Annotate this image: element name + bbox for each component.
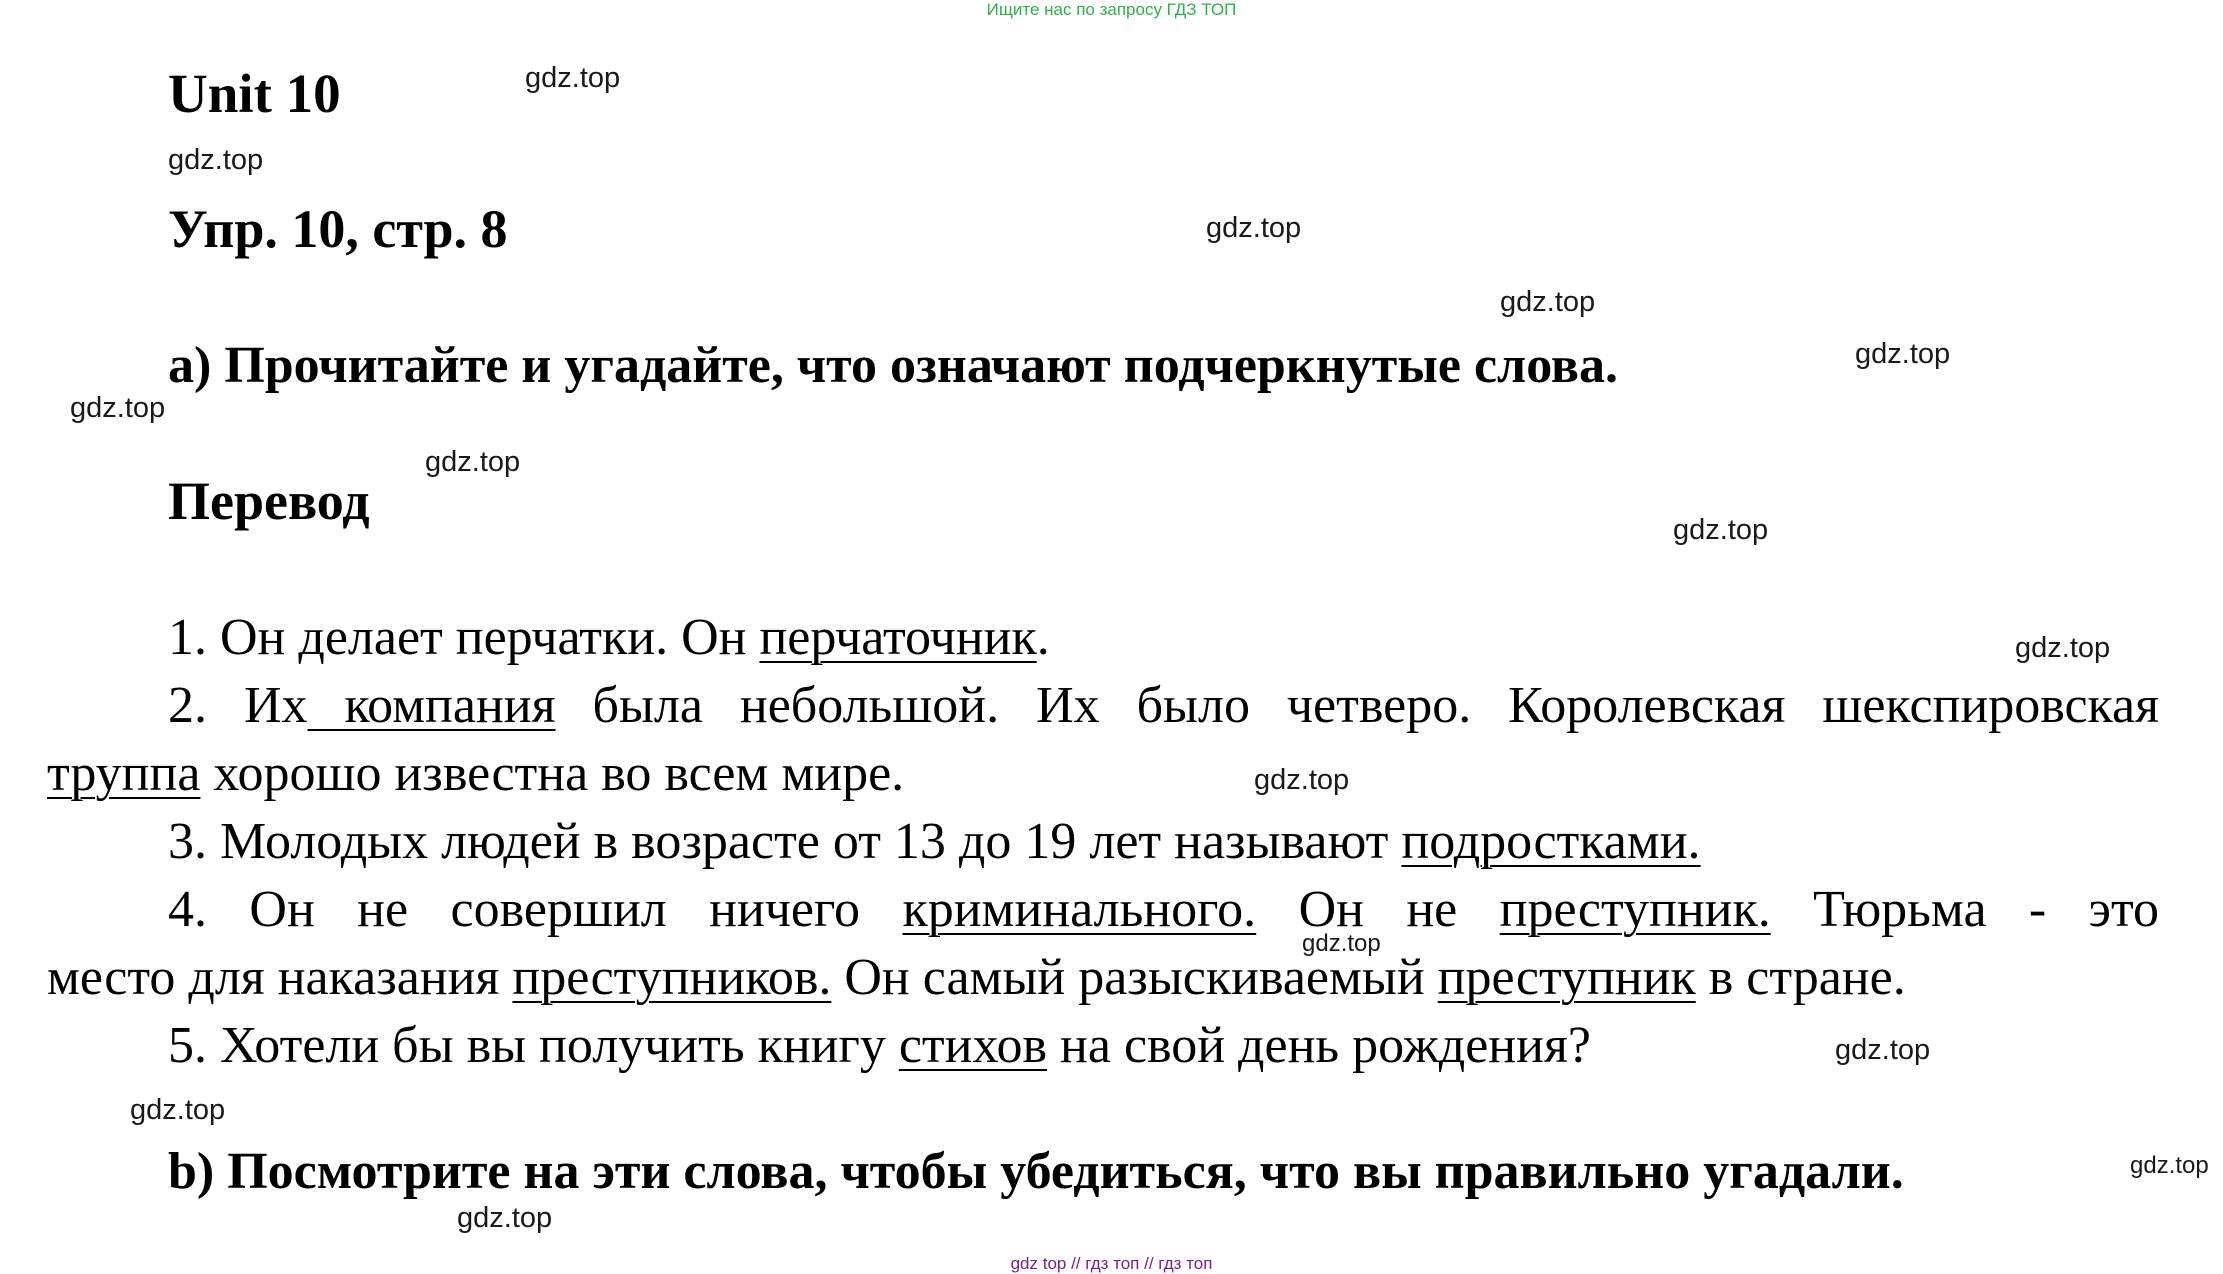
watermark: gdz.top bbox=[457, 1202, 553, 1234]
underlined-word: преступник bbox=[1437, 949, 1696, 1006]
underlined-word: перчаточник bbox=[759, 609, 1037, 666]
sentence-4-line-1: 4. Он не совершил ничего криминального. Он не преступник. Тюрьма - это bbox=[168, 881, 2159, 938]
watermark: gdz.top bbox=[168, 144, 264, 176]
watermark: gdz.top bbox=[70, 392, 166, 424]
bottom-banner: gdz top // гдз топ // гдз топ bbox=[1010, 1254, 1213, 1273]
sentence-1: 1. Он делает перчатки. Он перчаточник. bbox=[168, 609, 1050, 666]
sentence-2-line-2: труппа хорошо известна во всем мире. bbox=[47, 745, 905, 802]
sentence-4-line-2: место для наказания преступников. Он самый разыскиваемый преступник в стране. bbox=[47, 949, 1906, 1006]
watermark: gdz.top bbox=[130, 1094, 226, 1126]
watermark: gdz.top bbox=[2130, 1152, 2209, 1179]
watermark: gdz.top bbox=[1673, 514, 1769, 546]
translation-heading: Перевод bbox=[168, 471, 370, 531]
unit-title: Unit 10 bbox=[168, 63, 341, 124]
watermark: gdz.top bbox=[1302, 930, 1381, 957]
underlined-word: компания bbox=[307, 677, 556, 734]
watermark: gdz.top bbox=[1500, 286, 1596, 318]
watermark: gdz.top bbox=[1254, 764, 1350, 796]
watermark: gdz.top bbox=[1206, 212, 1302, 244]
watermark: gdz.top bbox=[2015, 632, 2111, 664]
underlined-word: подростками. bbox=[1401, 813, 1701, 870]
watermark: gdz.top bbox=[1835, 1034, 1931, 1066]
sentence-3: 3. Молодых людей в возрасте от 13 до 19 лет называют подростками. bbox=[168, 813, 1701, 870]
underlined-word: преступник. bbox=[1499, 881, 1771, 938]
watermark: gdz.top bbox=[525, 62, 621, 94]
underlined-word: труппа bbox=[47, 745, 201, 802]
underlined-word: стихов bbox=[898, 1017, 1048, 1074]
watermark: gdz.top bbox=[1855, 338, 1951, 370]
task-a-heading: a) Прочитайте и угадайте, что означают подчеркнутые слова. bbox=[168, 337, 1619, 394]
top-banner: Ищите нас по запросу ГДЗ ТОП bbox=[986, 0, 1237, 19]
task-b-heading: b) Посмотрите на эти слова, чтобы убедиться, что вы правильно угадали. bbox=[168, 1143, 1904, 1200]
underlined-word: криминального. bbox=[902, 881, 1257, 938]
exercise-title: Упр. 10, стр. 8 bbox=[168, 199, 508, 259]
sentence-2-line-1: 2. Их компания была небольшой. Их было четверо. Королевская шекспировская bbox=[168, 677, 2159, 734]
watermark: gdz.top bbox=[425, 446, 521, 478]
sentence-5: 5. Хотели бы вы получить книгу стихов на свой день рождения? bbox=[168, 1017, 1591, 1074]
underlined-word: преступников. bbox=[512, 949, 832, 1006]
